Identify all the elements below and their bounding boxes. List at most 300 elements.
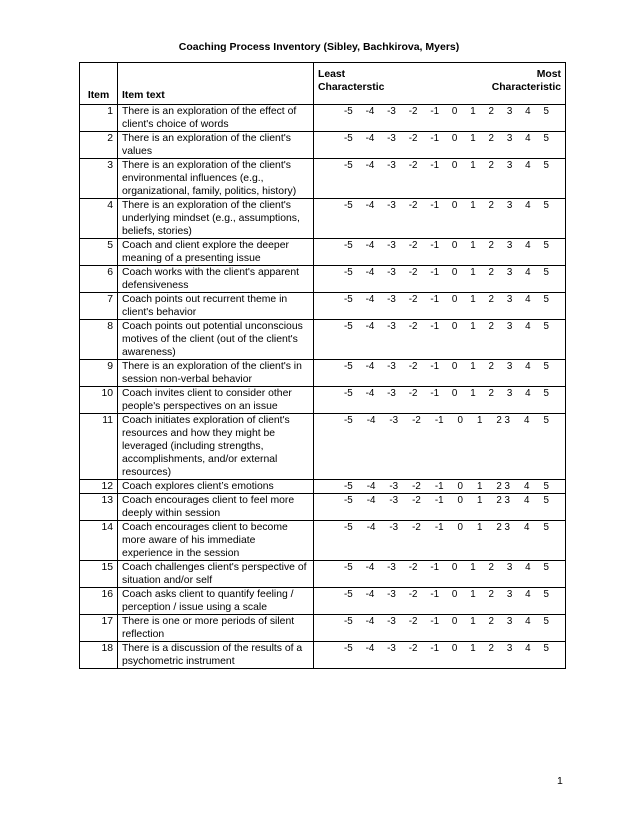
item-number: 14 [80, 521, 118, 561]
scale-value[interactable]: 5 [543, 522, 549, 533]
scale-value[interactable]: 2 [488, 616, 494, 627]
scale-value[interactable]: 0 [451, 643, 458, 654]
item-text [118, 159, 314, 199]
item-text-line: perception / issue using a scale [122, 602, 267, 613]
scale-value[interactable]: -1 [430, 106, 440, 117]
rating-scale [314, 199, 566, 239]
scale-value[interactable]: 0 [451, 616, 458, 627]
item-text [118, 387, 314, 414]
item-number: 15 [80, 561, 118, 588]
scale-value[interactable]: -2 [408, 267, 418, 278]
item-text [118, 266, 314, 293]
scale-value[interactable]: -2 [408, 643, 418, 654]
scale-value[interactable]: 4 [525, 589, 531, 600]
scale-value[interactable]: -4 [365, 106, 375, 117]
scale-value[interactable]: 4 [525, 321, 531, 332]
scale-value[interactable]: -3 [387, 643, 396, 654]
item-text [118, 615, 314, 642]
scale-value[interactable]: 4 [525, 240, 531, 251]
item-text-line: resources and how they might be [122, 428, 276, 439]
scale-value[interactable]: 5 [543, 388, 549, 399]
scale-value[interactable]: -2 [408, 562, 418, 573]
scale-value[interactable]: -4 [366, 495, 376, 506]
scale-value[interactable]: 3 [506, 106, 513, 117]
scale-value[interactable]: -3 [387, 133, 396, 144]
scale-value[interactable]: -5 [344, 643, 353, 654]
scale-value[interactable]: -5 [344, 589, 353, 600]
scale-value[interactable]: 1 [470, 321, 476, 332]
rating-scale [314, 480, 566, 494]
scale-value[interactable]: 5 [543, 643, 549, 654]
scale-value[interactable]: 1 [470, 133, 476, 144]
scale-value[interactable]: 1 [470, 240, 476, 251]
scale-value[interactable]: 4 [524, 481, 530, 492]
scale-value[interactable]: 0 [451, 267, 458, 278]
scale-value[interactable]: -4 [365, 321, 375, 332]
scale-value[interactable]: -2 [412, 415, 421, 426]
table-row [80, 320, 566, 360]
scale-value[interactable]: 5 [543, 240, 549, 251]
item-text-line: Coach explores client’s emotions [122, 481, 274, 492]
scale-value[interactable]: 1 [476, 415, 483, 426]
scale-value[interactable]: 5 [543, 589, 549, 600]
scale-value[interactable]: 3 [506, 267, 513, 278]
item-number: 3 [80, 159, 118, 199]
scale-value[interactable]: 2 3 [496, 481, 511, 492]
inventory-table [79, 62, 566, 669]
scale-value[interactable]: -5 [344, 321, 353, 332]
item-text-line: awareness) [122, 347, 176, 358]
item-number: 9 [80, 360, 118, 387]
item-text [118, 132, 314, 159]
scale-value[interactable]: -5 [344, 415, 353, 426]
item-text-line: Coach points out recurrent theme in [122, 294, 288, 305]
scale-value[interactable]: 1 [470, 200, 476, 211]
scale-value[interactable]: -2 [408, 616, 418, 627]
rating-scale [314, 521, 566, 561]
scale-value[interactable]: -4 [365, 589, 375, 600]
scale-value[interactable]: 3 [506, 616, 513, 627]
scale-value[interactable]: -4 [366, 522, 376, 533]
scale-value[interactable]: 4 [525, 361, 531, 372]
scale-value[interactable]: 0 [451, 133, 458, 144]
scale-value[interactable]: 1 [470, 616, 476, 627]
scale-value[interactable]: -4 [365, 616, 375, 627]
scale-value[interactable]: -1 [430, 240, 440, 251]
scale-value[interactable]: 3 [506, 294, 513, 305]
least-characteristic-label [318, 68, 384, 94]
item-text-line: underlying mindset (e.g., assumptions, [122, 213, 300, 224]
scale-value[interactable]: 2 [488, 589, 494, 600]
scale-value[interactable]: -1 [430, 160, 440, 171]
scale-value[interactable]: 3 [506, 361, 513, 372]
scale-value[interactable]: 0 [451, 589, 458, 600]
scale-value[interactable]: -3 [387, 160, 396, 171]
scale-value[interactable]: 3 [506, 240, 513, 251]
scale-value[interactable]: -2 [408, 106, 418, 117]
scale-value[interactable]: -5 [344, 133, 353, 144]
scale-value[interactable]: -3 [389, 415, 399, 426]
scale-value[interactable]: -1 [430, 267, 440, 278]
scale-value[interactable]: -4 [365, 240, 375, 251]
item-number: 17 [80, 615, 118, 642]
scale-value[interactable]: 0 [451, 160, 458, 171]
item-text-line: There is an exploration of the effect of [122, 106, 297, 117]
scale-value[interactable]: 4 [525, 106, 531, 117]
item-text-line: There is a discussion of the results of a [122, 643, 303, 654]
table-row [80, 159, 566, 199]
table-row [80, 266, 566, 293]
item-number: 8 [80, 320, 118, 360]
scale-value[interactable]: -4 [365, 562, 375, 573]
rating-scale [314, 132, 566, 159]
item-text-line: resources) [122, 467, 172, 478]
least-label: Least [318, 69, 346, 80]
scale-value[interactable]: 3 [506, 200, 513, 211]
scale-value[interactable]: 1 [470, 160, 476, 171]
scale-value[interactable]: -3 [389, 495, 399, 506]
scale-value[interactable]: -4 [365, 643, 375, 654]
scale-value[interactable]: -4 [365, 200, 375, 211]
table-row [80, 132, 566, 159]
scale-value[interactable]: -1 [430, 388, 440, 399]
scale-value[interactable]: -2 [412, 522, 421, 533]
scale-value[interactable]: 2 [488, 294, 494, 305]
scale-value[interactable]: -4 [365, 267, 375, 278]
table-row [80, 199, 566, 239]
scale-value[interactable]: 5 [543, 267, 549, 278]
scale-value[interactable]: -1 [434, 522, 444, 533]
table-row [80, 494, 566, 521]
scale-value[interactable]: 5 [543, 361, 549, 372]
scale-value[interactable]: -4 [365, 133, 375, 144]
item-text-line: people's perspectives on an issue [122, 401, 278, 412]
scale-value[interactable]: 5 [543, 133, 549, 144]
rating-scale [314, 293, 566, 320]
scale-value[interactable]: 2 [488, 267, 494, 278]
page-number: 1 [557, 775, 563, 787]
rating-scale [314, 387, 566, 414]
scale-value[interactable]: 0 [457, 481, 463, 492]
table-row [80, 588, 566, 615]
scale-value[interactable]: 2 [488, 160, 494, 171]
header-item: Item [80, 63, 118, 105]
scale-value[interactable]: -3 [387, 361, 396, 372]
scale-value[interactable]: -2 [412, 481, 421, 492]
scale-value[interactable]: 3 [506, 321, 513, 332]
item-text [118, 494, 314, 521]
scale-value[interactable]: 2 [488, 643, 494, 654]
scale-value[interactable]: -2 [412, 495, 421, 506]
scale-value[interactable]: -2 [408, 160, 418, 171]
scale-value[interactable]: 0 [451, 200, 458, 211]
table-row [80, 360, 566, 387]
rating-scale [314, 239, 566, 266]
item-text-line: situation and/or self [122, 575, 213, 586]
item-text-line: deeply within session [122, 508, 221, 519]
scale-value[interactable]: 2 [488, 133, 494, 144]
scale-value[interactable]: -3 [387, 240, 396, 251]
scale-value[interactable]: 1 [470, 267, 476, 278]
scale-value[interactable]: -4 [366, 481, 376, 492]
scale-value[interactable]: 4 [525, 562, 531, 573]
scale-value[interactable]: -1 [430, 643, 440, 654]
item-text-line: psychometric instrument [122, 656, 235, 667]
scale-value[interactable]: 1 [476, 481, 483, 492]
item-text [118, 360, 314, 387]
scale-value[interactable]: -1 [434, 481, 444, 492]
item-text-line: Coach encourages client to feel more [122, 495, 295, 506]
item-number: 10 [80, 387, 118, 414]
scale-value[interactable]: 2 3 [496, 495, 511, 506]
item-text-line: accomplishments, and/or external [122, 454, 278, 465]
scale-value[interactable]: -1 [430, 562, 440, 573]
scale-value[interactable]: 4 [525, 643, 531, 654]
item-text [118, 588, 314, 615]
scale-value[interactable]: 4 [525, 200, 531, 211]
scale-value[interactable]: -5 [344, 240, 353, 251]
item-text-line: beliefs, stories) [122, 226, 192, 237]
item-text-line: leveraged (including strengths, [122, 441, 264, 452]
item-text-line: There is an exploration of the client's [122, 160, 291, 171]
scale-value[interactable]: -2 [408, 240, 418, 251]
scale-value[interactable]: -3 [387, 589, 396, 600]
scale-value[interactable]: -5 [344, 388, 353, 399]
scale-value[interactable]: 1 [470, 388, 476, 399]
scale-value[interactable]: 1 [470, 589, 476, 600]
scale-value[interactable]: 2 [488, 388, 494, 399]
scale-value[interactable]: 3 [506, 133, 513, 144]
item-text-line: Coach challenges client's perspective of [122, 562, 307, 573]
scale-value[interactable]: 5 [543, 481, 549, 492]
rating-scale [314, 159, 566, 199]
scale-value[interactable]: 3 [506, 643, 513, 654]
scale-value[interactable]: -1 [430, 133, 440, 144]
item-text [118, 480, 314, 494]
scale-value[interactable]: 2 [488, 562, 494, 573]
scale-value[interactable]: 0 [457, 522, 463, 533]
scale-value[interactable]: -5 [344, 562, 353, 573]
scale-value[interactable]: 4 [525, 388, 531, 399]
scale-value[interactable]: 5 [543, 321, 549, 332]
table-row [80, 239, 566, 266]
scale-value[interactable]: 2 [488, 200, 494, 211]
item-number: 13 [80, 494, 118, 521]
item-text-line: Coach initiates exploration of client's [122, 415, 290, 426]
scale-value[interactable]: -3 [387, 200, 396, 211]
item-text-line: Coach points out potential unconscious [122, 321, 303, 332]
most-label: Most [536, 69, 561, 80]
scale-value[interactable]: -2 [408, 321, 418, 332]
scale-value[interactable]: 5 [543, 106, 549, 117]
item-text-line: client's behavior [122, 307, 197, 318]
most-characteristic-label [492, 68, 561, 94]
scale-value[interactable]: -2 [408, 294, 418, 305]
header-item-text: Item text [118, 63, 314, 105]
rating-scale [314, 320, 566, 360]
scale-value[interactable]: 0 [457, 415, 463, 426]
scale-value[interactable]: 4 [525, 133, 531, 144]
scale-value[interactable]: -2 [408, 361, 418, 372]
item-text-line: Coach and client explore the deeper [122, 240, 289, 251]
table-row [80, 414, 566, 480]
item-text [118, 561, 314, 588]
scale-value[interactable]: 5 [543, 294, 549, 305]
scale-value[interactable]: -2 [408, 200, 418, 211]
scale-value[interactable]: 3 [506, 589, 513, 600]
rating-scale [314, 105, 566, 132]
scale-value[interactable]: 5 [543, 200, 549, 211]
scale-value[interactable]: 2 [488, 361, 494, 372]
scale-value[interactable]: -5 [344, 106, 353, 117]
table-row [80, 480, 566, 494]
scale-value[interactable]: 5 [543, 415, 549, 426]
item-text [118, 293, 314, 320]
item-text-line: motives of the client (out of the client's [122, 334, 298, 345]
document-title: Coaching Process Inventory (Sibley, Bachkirova, Myers) [178, 41, 460, 53]
item-text-line: client's choice of words [122, 119, 229, 130]
scale-value[interactable]: 0 [457, 495, 463, 506]
scale-value[interactable]: -3 [389, 481, 399, 492]
header-row [80, 63, 566, 105]
scale-value[interactable]: -3 [387, 388, 396, 399]
scale-value[interactable]: 1 [470, 106, 476, 117]
item-text-line: There is an exploration of the client's [122, 133, 291, 144]
item-text [118, 521, 314, 561]
item-text [118, 199, 314, 239]
scale-value[interactable]: -5 [344, 160, 353, 171]
scale-value[interactable]: 2 3 [496, 522, 511, 533]
scale-value[interactable]: 2 [488, 106, 494, 117]
scale-value[interactable]: -2 [408, 388, 418, 399]
scale-value[interactable]: -4 [365, 294, 375, 305]
scale-value[interactable]: -5 [344, 200, 353, 211]
table-row [80, 615, 566, 642]
scale-value[interactable]: 2 3 [496, 415, 511, 426]
scale-value[interactable]: -1 [430, 321, 440, 332]
rating-scale [314, 615, 566, 642]
item-text [118, 239, 314, 266]
table-row [80, 293, 566, 320]
item-text [118, 105, 314, 132]
scale-value[interactable]: 4 [524, 415, 530, 426]
most-sub-label: Characteristic [491, 82, 561, 93]
scale-value[interactable]: 5 [543, 160, 549, 171]
scale-value[interactable]: -4 [366, 415, 376, 426]
item-text [118, 320, 314, 360]
item-text-line: Coach asks client to quantify feeling / [122, 589, 294, 600]
scale-value[interactable]: -1 [434, 415, 444, 426]
item-text-line: defensiveness [122, 280, 189, 291]
item-text-line: session non-verbal behavior [122, 374, 252, 385]
scale-value[interactable]: -1 [434, 495, 444, 506]
item-text-line: There is an exploration of the client's [122, 200, 291, 211]
scale-value[interactable]: 0 [451, 294, 458, 305]
item-number: 7 [80, 293, 118, 320]
scale-value[interactable]: 0 [451, 106, 458, 117]
scale-value[interactable]: -4 [365, 361, 375, 372]
scale-value[interactable]: -4 [365, 160, 375, 171]
scale-value[interactable]: -3 [387, 267, 396, 278]
item-number: 12 [80, 480, 118, 494]
rating-scale [314, 414, 566, 480]
scale-value[interactable]: 0 [451, 240, 458, 251]
item-text-line: Coach works with the client's apparent [122, 267, 299, 278]
scale-value[interactable]: -3 [387, 106, 396, 117]
scale-value[interactable]: 3 [506, 562, 513, 573]
scale-value[interactable]: -3 [389, 522, 399, 533]
scale-value[interactable]: -1 [430, 589, 440, 600]
scale-value[interactable]: 1 [476, 495, 483, 506]
scale-value[interactable]: -5 [344, 495, 353, 506]
scale-value[interactable]: 1 [470, 361, 476, 372]
item-text-line: values [122, 146, 153, 157]
scale-value[interactable]: -5 [344, 267, 353, 278]
scale-value[interactable]: -4 [365, 388, 375, 399]
item-number: 2 [80, 132, 118, 159]
scale-value[interactable]: 4 [524, 495, 530, 506]
scale-value[interactable]: 4 [525, 294, 531, 305]
scale-value[interactable]: -3 [387, 616, 396, 627]
scale-value[interactable]: 5 [543, 495, 549, 506]
scale-value[interactable]: -3 [387, 562, 396, 573]
item-text-line: Coach invites client to consider other [122, 388, 292, 399]
scale-value[interactable]: -2 [408, 589, 418, 600]
scale-value[interactable]: 0 [451, 361, 458, 372]
item-text-line: experience in the session [122, 548, 240, 559]
scale-value[interactable]: -3 [387, 321, 396, 332]
scale-value[interactable]: -5 [344, 361, 353, 372]
rating-scale [314, 266, 566, 293]
scale-value[interactable]: -2 [408, 133, 418, 144]
scale-value[interactable]: 0 [451, 388, 458, 399]
scale-value[interactable]: -3 [387, 294, 396, 305]
scale-value[interactable]: -1 [430, 294, 440, 305]
scale-value[interactable]: 1 [470, 294, 476, 305]
item-text-line: Coach encourages client to become [122, 522, 288, 533]
table-row [80, 387, 566, 414]
scale-value[interactable]: 0 [451, 562, 458, 573]
scale-value[interactable]: -5 [344, 522, 353, 533]
scale-value[interactable]: 4 [525, 616, 531, 627]
scale-value[interactable]: 1 [476, 522, 483, 533]
scale-value[interactable]: 2 [488, 240, 494, 251]
scale-value[interactable]: 5 [543, 562, 549, 573]
item-text-line: meaning of a presenting issue [122, 253, 261, 264]
scale-value[interactable]: 5 [543, 616, 549, 627]
rating-scale [314, 561, 566, 588]
scale-value[interactable]: 4 [525, 160, 531, 171]
scale-value[interactable]: 0 [451, 321, 458, 332]
scale-value[interactable]: 1 [470, 643, 476, 654]
scale-value[interactable]: 4 [524, 522, 530, 533]
scale-value[interactable]: -5 [344, 481, 353, 492]
scale-value[interactable]: -1 [430, 361, 440, 372]
scale-value[interactable]: -5 [344, 616, 353, 627]
least-sub-label: Characterstic [318, 82, 385, 93]
scale-value[interactable]: 3 [506, 388, 513, 399]
rating-scale [314, 642, 566, 669]
header-scale [314, 63, 566, 105]
scale-value[interactable]: 1 [470, 562, 476, 573]
scale-value[interactable]: -5 [344, 294, 353, 305]
scale-value[interactable]: 2 [488, 321, 494, 332]
table-row [80, 521, 566, 561]
scale-value[interactable]: -1 [430, 616, 440, 627]
scale-value[interactable]: 3 [506, 160, 513, 171]
scale-value[interactable]: -1 [430, 200, 440, 211]
scale-value[interactable]: 4 [525, 267, 531, 278]
